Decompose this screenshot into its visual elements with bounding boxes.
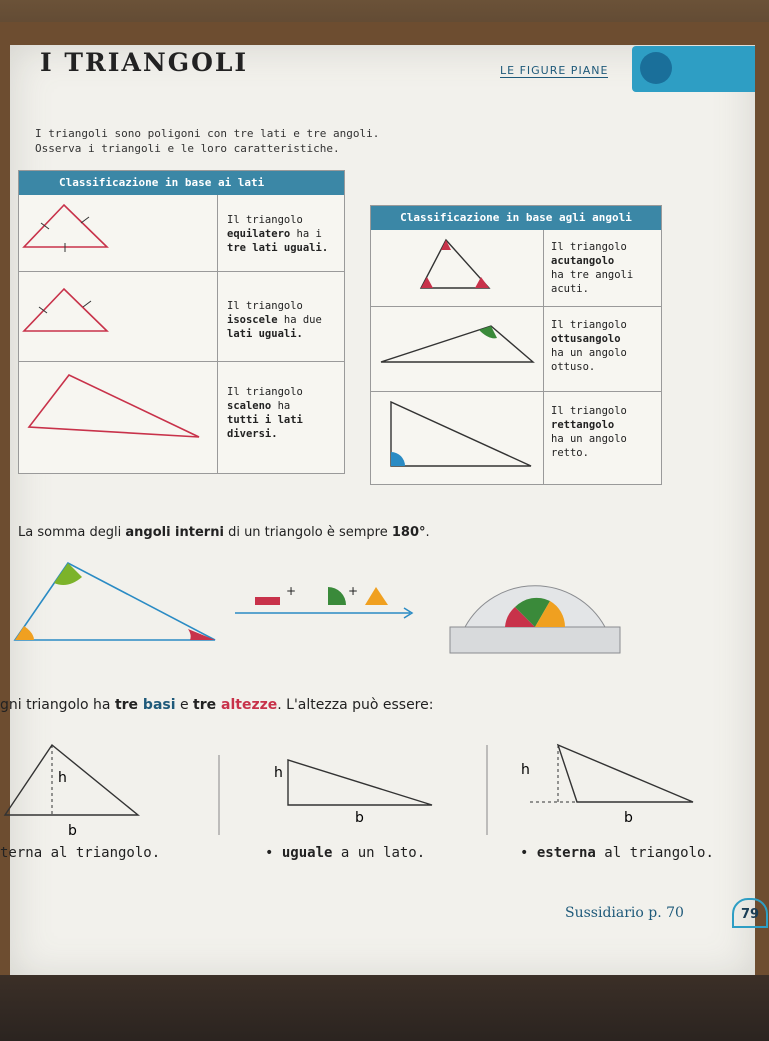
angles-classification-table	[370, 205, 662, 485]
cell-line: retto.	[551, 447, 589, 459]
angles-figures	[371, 230, 543, 484]
acute-description	[551, 240, 633, 296]
acute-term: acutangolo	[551, 255, 615, 267]
base-label: b	[624, 810, 633, 826]
cell-line: diversi.	[227, 428, 278, 440]
external-height-triangle	[558, 745, 693, 802]
cell-line	[227, 227, 328, 241]
angle-orange	[15, 626, 34, 640]
cell-line: ha un angolo	[551, 433, 627, 445]
sides-table-heading: Classificazione in base ai lati	[19, 171, 344, 195]
plus-sign: +	[348, 584, 359, 598]
caption-rest: a un lato.	[332, 845, 426, 861]
sides-figures	[19, 195, 217, 473]
acute-angle-mark	[475, 277, 489, 288]
cell-line: Il triangolo	[227, 386, 303, 398]
angle-green	[54, 563, 82, 585]
right-triangle	[391, 402, 531, 466]
cell-line: Il triangolo	[227, 214, 303, 226]
cell-line: tre lati uguali.	[227, 242, 329, 254]
cell-line: Il triangolo	[551, 319, 627, 331]
cell-line: ha tre angoli	[551, 269, 634, 281]
equal-side-mark	[83, 301, 91, 307]
cell-line: tutti i lati	[227, 414, 303, 426]
foreground-cloth	[0, 975, 769, 1041]
cell-line: Il triangolo	[227, 300, 303, 312]
right-height-triangle	[288, 760, 432, 805]
internal-height-triangle	[5, 745, 138, 815]
table-divider	[217, 195, 218, 473]
sentence-part: e	[175, 697, 194, 713]
cell-line: acuti.	[551, 283, 589, 295]
equilateral-description	[227, 213, 328, 255]
isosceles-term: isoscele	[227, 314, 278, 326]
sentence-bold: tre	[193, 697, 217, 713]
scalene-description	[227, 385, 303, 441]
heights-figures	[0, 740, 760, 840]
height-label: h	[58, 770, 67, 786]
acute-triangle	[421, 240, 489, 288]
cell-line: Il triangolo	[551, 241, 627, 253]
angle-sum-illustration	[10, 555, 630, 665]
height-label: h	[521, 762, 530, 778]
equilateral-triangle	[24, 205, 107, 247]
heights-term: altezze	[216, 697, 278, 713]
orange-wedge	[365, 587, 388, 605]
intro-line-2: Osserva i triangoli e le loro caratteristiche.	[35, 142, 340, 155]
protractor-base	[450, 627, 620, 653]
angles-table-heading: Classificazione in base agli angoli	[371, 206, 661, 230]
scalene-triangle	[29, 375, 199, 437]
chapter-tab-dot	[640, 52, 672, 84]
caption-rest: al triangolo.	[595, 845, 714, 861]
plus-sign: +	[286, 584, 297, 598]
intro-line-1: I triangoli sono poligoni con tre lati e tre angoli.	[35, 127, 380, 140]
obtuse-term: ottusangolo	[551, 333, 621, 345]
page-title: I TRIANGOLI	[40, 48, 249, 77]
angle-sum-value: 180°	[391, 525, 426, 540]
cell-line-rest: ha i	[290, 228, 322, 240]
angle-sum-sentence	[18, 525, 430, 540]
right-description	[551, 404, 627, 460]
sentence-part: gni triangolo ha	[0, 697, 115, 713]
base-label: b	[355, 810, 364, 826]
sum-triangle	[15, 563, 215, 640]
cell-line: lati uguali.	[227, 328, 303, 340]
caption-external: • esterna al triangolo.	[520, 845, 714, 861]
cell-line	[227, 313, 322, 327]
cell-line: ha un angolo	[551, 347, 627, 359]
acute-angle-mark	[421, 277, 433, 288]
section-label: LE FIGURE PIANE	[500, 64, 609, 77]
caption-internal: terna al triangolo.	[0, 845, 161, 861]
equal-side-mark	[81, 217, 89, 223]
caption-bold: uguale	[281, 845, 333, 861]
cell-line: Il triangolo	[551, 405, 627, 417]
cell-line: ottuso.	[551, 361, 596, 373]
caption-bold: esterna	[536, 845, 596, 861]
scalene-term: scaleno	[227, 400, 272, 412]
footer-reference: Sussidiario p. 70	[565, 905, 684, 921]
obtuse-description	[551, 318, 627, 374]
isosceles-triangle	[24, 289, 107, 331]
sides-classification-table	[18, 170, 345, 474]
acute-angle-mark	[441, 240, 451, 250]
obtuse-triangle	[381, 326, 533, 362]
right-angle-mark	[391, 452, 405, 466]
right-term: rettangolo	[551, 419, 615, 431]
cell-line-rest: ha	[271, 400, 291, 412]
page-number: 79	[732, 898, 768, 928]
sentence-bold: tre	[114, 697, 139, 713]
bases-term: basi	[138, 697, 176, 713]
base-label: b	[68, 823, 77, 839]
table-divider	[543, 230, 544, 484]
equilateral-term: equilatero	[227, 228, 291, 240]
obtuse-angle-mark	[479, 326, 497, 338]
sentence-part: . L'altezza può essere:	[277, 697, 434, 713]
caption-equal: • uguale a un lato.	[265, 845, 426, 861]
red-wedge	[255, 597, 280, 605]
green-wedge	[328, 587, 346, 605]
cell-line-rest: ha due	[277, 314, 322, 326]
heights-sentence	[0, 697, 433, 713]
height-label: h	[274, 765, 283, 781]
sentence-part: di un triangolo è sempre	[223, 525, 392, 540]
sentence-part: .	[425, 525, 430, 540]
sentence-part: La somma degli	[18, 525, 126, 540]
sentence-bold: angoli interni	[125, 525, 224, 540]
cell-line	[227, 399, 303, 413]
isosceles-description	[227, 299, 322, 341]
